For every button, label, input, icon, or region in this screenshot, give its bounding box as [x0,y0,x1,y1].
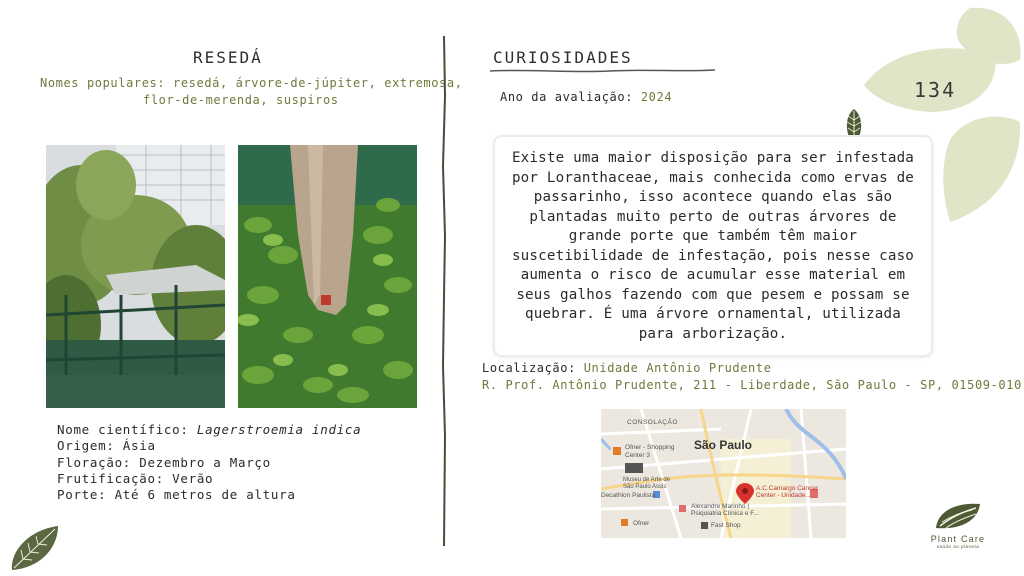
map-label-consolacao: CONSOLAÇÃO [627,419,678,426]
scientific-name-label: Nome científico: [57,422,197,437]
scientific-name-value: Lagerstroemia indica [196,422,362,437]
curiosity-card [493,135,933,357]
map-label-ofner: Ofner [633,520,650,527]
title-underline [490,68,715,74]
size: Porte: Até 6 metros de altura [57,487,296,503]
map-label-museu2: São Paulo Assis [623,484,667,490]
location-name: Unidade Antônio Prudente [583,361,772,375]
curiosities-title: CURIOSIDADES [493,48,633,67]
map-label-decathlon: Decathlon Paulista [601,492,656,499]
popular-names-line1: Nomes populares: resedá, árvore-de-júpiter, extremosa, [40,76,463,90]
location-map[interactable] [601,409,846,538]
plant-details [57,422,361,503]
leaf-icon [8,524,60,572]
plant-title: RESEDÁ [193,48,263,67]
fruiting: Frutificação: Verão [57,470,214,486]
location-label: Localização: [482,361,576,375]
map-label-accamargo2: Center - Unidade... [756,492,811,499]
popular-names-line2: flor-de-merenda, suspiros [143,93,339,107]
map-label-ofner-shopping: Ofner - Shopping [625,444,675,451]
map-label-sao-paulo: São Paulo [694,438,753,452]
map-label-fastshop: Fast Shop [711,522,741,529]
scientific-name [57,422,361,438]
evaluation-year-value: 2024 [640,90,673,104]
location [482,361,772,375]
logo-tagline: saúde ao planeta [936,544,980,549]
evaluation-year [500,90,672,104]
curiosity-text: Existe uma maior disposição para ser infestada por Loranthaceae, mais conhecida como ervas de passarinho, isso acontece quando elas são plantadas muito perto de outras árvores de grande porte que também têm maior suscetibilidade de infestação, pois nesse caso aumenta o risco de acumular esse material em seus galhos fazendo com que pesem e possam se quebrar. É uma árvore ornamental, utilizada para arborização. [511,150,915,342]
map-label-museu1: Museu de Arte de [623,477,671,483]
map-label-alexandre2: Psiquiatria Clínica e F... [691,510,759,517]
origin: Origem: Ásia [57,438,156,454]
plant-care-logo [922,500,994,549]
evaluation-year-label: Ano da avaliação: [500,90,634,104]
tree-trunk-photo [238,145,417,408]
map-label-center3: Center 3 [625,452,650,459]
flowering: Floração: Dezembro a Março [57,454,271,470]
map-label-alexandre1: Alexandre Marinho | [691,503,750,510]
map-label-accamargo1: A.C.Camargo Cancer [756,485,819,492]
tree-photo-building [46,145,225,408]
page-number: 134 [914,78,957,102]
address: R. Prof. Antônio Prudente, 211 - Liberdade, São Paulo - SP, 01509-010 [482,378,1022,392]
vertical-divider [440,36,448,546]
logo-leaf-icon [932,500,984,532]
logo-name: Plant Care [930,534,986,544]
